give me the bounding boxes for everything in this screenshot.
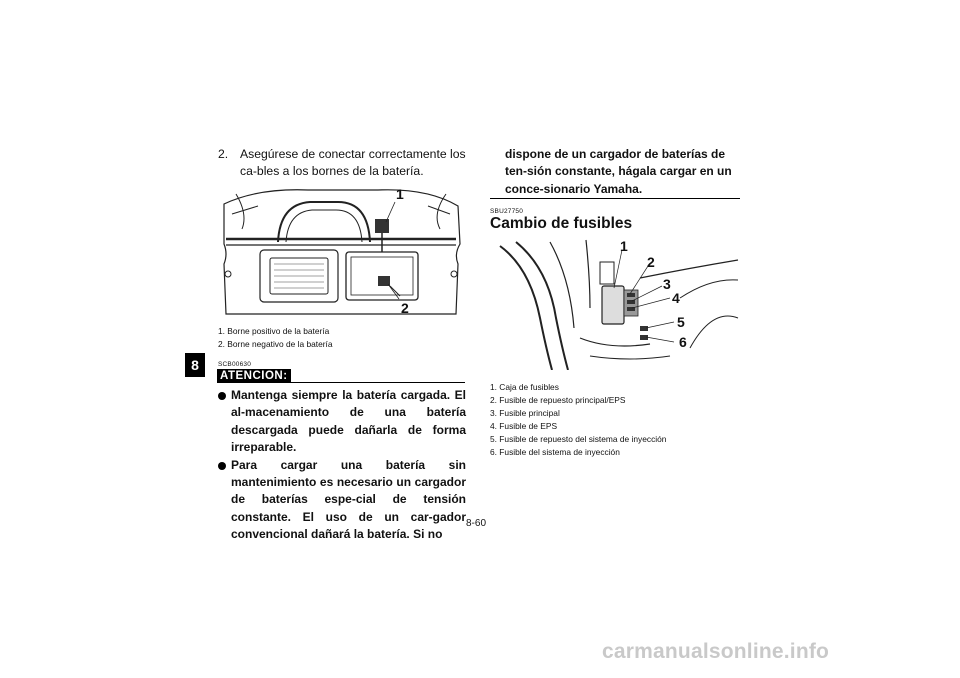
- caution-label: ATENCION:: [217, 369, 291, 383]
- bullet-item: [218, 457, 466, 544]
- caption-item: 6. Fusible del sistema de inyección: [490, 447, 620, 457]
- page-number: 8-60: [466, 518, 487, 529]
- caption-item: 2. Fusible de repuesto principal/EPS: [490, 395, 626, 405]
- fuse-callout-3: 3: [663, 276, 671, 292]
- caution-continuation: dispone de un cargador de baterías de ten-sión constante, hágala cargar en un conce-sionario Yamaha.: [505, 147, 732, 196]
- bullet-item: [218, 387, 466, 457]
- fuse-captions: [490, 381, 666, 459]
- fuse-callout-4: 4: [672, 290, 680, 306]
- caution-end-rule: [490, 198, 740, 199]
- caution-rule: [287, 382, 465, 383]
- caption-item: 5. Fusible de repuesto del sistema de inyección: [490, 434, 667, 444]
- bullet-dot-icon: [218, 462, 226, 470]
- caution-code: SCB00630: [218, 361, 252, 368]
- watermark: carmanualsonline.info: [602, 640, 830, 663]
- bullet-text: Mantenga siempre la batería cargada. El al-macenamiento de una batería descargada puede dañarla de forma irreparable.: [231, 388, 466, 455]
- fuse-callout-2: 2: [647, 254, 655, 270]
- caution-bullets: [218, 387, 466, 544]
- step-text: Asegúrese de conectar correctamente los ca-bles a los bornes de la batería.: [240, 147, 466, 178]
- caption-item: 2. Borne negativo de la batería: [218, 339, 333, 349]
- caption-item: 3. Fusible principal: [490, 408, 560, 418]
- section-title: Cambio de fusibles: [490, 215, 633, 232]
- fuse-callout-1: 1: [620, 238, 628, 254]
- caption-item: 1. Caja de fusibles: [490, 382, 559, 392]
- caption-item: 1. Borne positivo de la batería: [218, 326, 330, 336]
- battery-figure: [218, 184, 465, 321]
- chapter-tab: 8: [185, 353, 205, 377]
- battery-captions: [218, 325, 333, 351]
- fuse-figure: [490, 238, 740, 370]
- step-number: 2.: [218, 147, 229, 161]
- callout-1: 1: [396, 186, 404, 202]
- step-2: [218, 146, 468, 180]
- caption-item: 4. Fusible de EPS: [490, 421, 558, 431]
- bullet-dot-icon: [218, 392, 226, 400]
- fuse-callout-6: 6: [679, 334, 687, 350]
- bullet-text: Para cargar una batería sin mantenimiento es necesario un cargador de baterías espe-cial de tensión constante. El uso de un car-gador convencional dañará la batería. Si no: [231, 457, 466, 542]
- fuse-callout-5: 5: [677, 314, 685, 330]
- callout-2: 2: [401, 300, 409, 316]
- section-code: SBU27750: [490, 208, 524, 215]
